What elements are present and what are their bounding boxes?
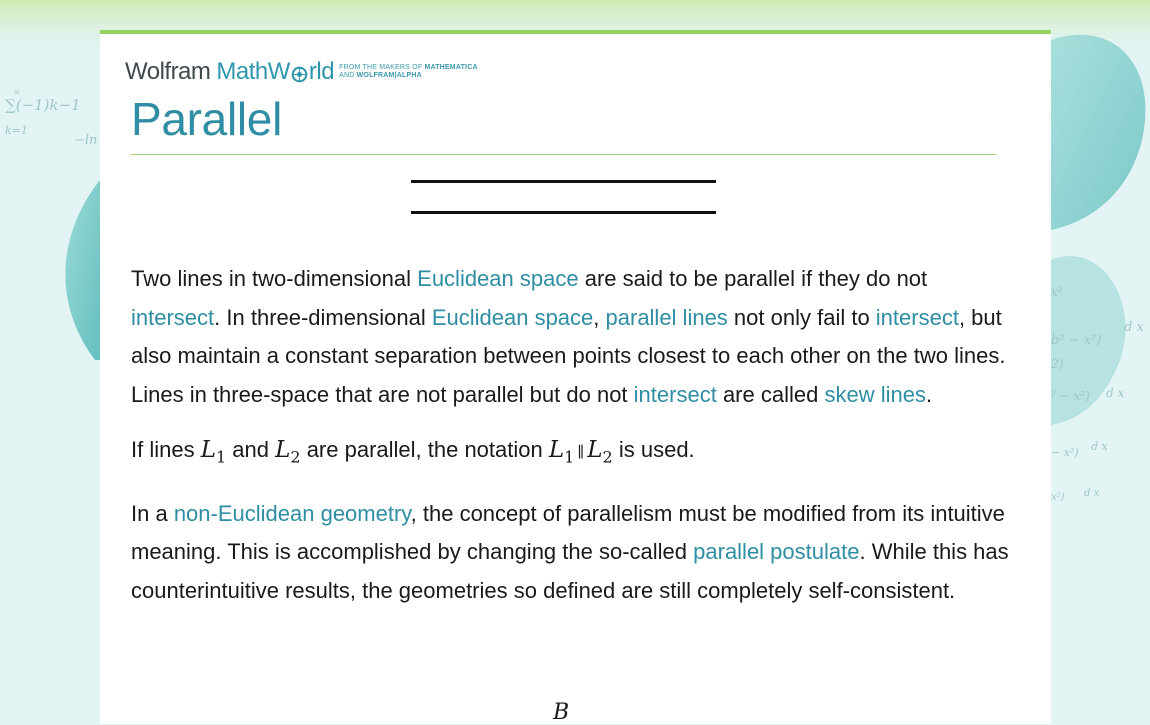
logo-wolfram-text: Wolfram bbox=[125, 58, 211, 85]
background-integral-fragment: d x bbox=[1106, 386, 1125, 400]
parallel-lines-figure bbox=[411, 176, 716, 218]
globe-icon bbox=[291, 66, 308, 83]
logo-tagline: FROM THE MAKERS OF MATHEMATICA AND WOLFRAM|ALPHA bbox=[339, 64, 478, 79]
background-integral-fragment: d x bbox=[1091, 440, 1108, 453]
background-integral-fragment: d x bbox=[1084, 488, 1100, 499]
link-intersect[interactable]: intersect bbox=[875, 304, 959, 330]
figure-2-label: B bbox=[553, 700, 570, 725]
background-integral-fragment: b² − x²) bbox=[1051, 333, 1102, 348]
link-skew-lines[interactable]: skew lines bbox=[824, 381, 926, 407]
link-euclidean-space[interactable]: Euclidean space bbox=[431, 304, 594, 330]
background-integral-fragment: − x²) bbox=[1051, 446, 1079, 459]
link-parallel-postulate[interactable]: parallel postulate bbox=[693, 539, 860, 565]
link-intersect[interactable]: intersect bbox=[131, 304, 215, 330]
math-l2: $L_2$ bbox=[275, 437, 301, 467]
paragraph-1: Two lines in two-dimensional Euclidean space are said to be parallel if they do not intersect. In three-dimensional Euclidean space, parallel lines not only fail to intersect, but also maintain a constant separation between points closest to each other on the two lines. Lines in three-space that are not parallel but do not intersect are called skew lines. bbox=[131, 266, 1006, 407]
article-body bbox=[131, 260, 1011, 627]
background-integral-fragment: ² − x²) bbox=[1051, 389, 1090, 403]
paragraph-2: If lines $L_1$ and $L_2$ are parallel, the notation $L_1$ ∥ $L_2$ is used. bbox=[131, 437, 695, 467]
background-sum-formula: ∞ ∑(−1)k−1 k=1 bbox=[5, 88, 81, 137]
math-l1: $L_1$ bbox=[200, 437, 227, 467]
link-parallel-lines[interactable]: parallel lines bbox=[605, 304, 728, 330]
link-non-euclidean-geometry[interactable]: non-Euclidean geometry bbox=[173, 500, 411, 526]
math-parallel-notation: $L_1$ ∥ $L_2$ bbox=[548, 437, 613, 467]
background-integral-fragment: 2) bbox=[1051, 357, 1064, 371]
parallel-line-top bbox=[411, 180, 716, 183]
link-euclidean-space[interactable]: Euclidean space bbox=[417, 266, 579, 291]
mathworld-logo[interactable] bbox=[125, 58, 478, 86]
background-ln-fragment: −ln bbox=[74, 133, 98, 148]
logo-mathworld-text: MathW rld bbox=[216, 58, 335, 85]
background-integral-fragment: x² bbox=[1051, 285, 1063, 299]
paragraph-3: In a non-Euclidean geometry, the concept of parallelism must be modified from its intuitive meaning. This is accomplished by changing the so-called parallel postulate. While this has counterintuitive results, the geometries so defined are still completely self-consistent. bbox=[131, 500, 1009, 603]
link-intersect[interactable]: intersect bbox=[633, 381, 717, 407]
background-integral-fragment: x²) bbox=[1051, 492, 1065, 503]
title-divider bbox=[131, 154, 996, 155]
article-card bbox=[100, 30, 1051, 724]
page-title: Parallel bbox=[131, 93, 283, 145]
parallel-line-bottom bbox=[411, 211, 716, 214]
background-integral-fragment: d x bbox=[1124, 320, 1144, 335]
